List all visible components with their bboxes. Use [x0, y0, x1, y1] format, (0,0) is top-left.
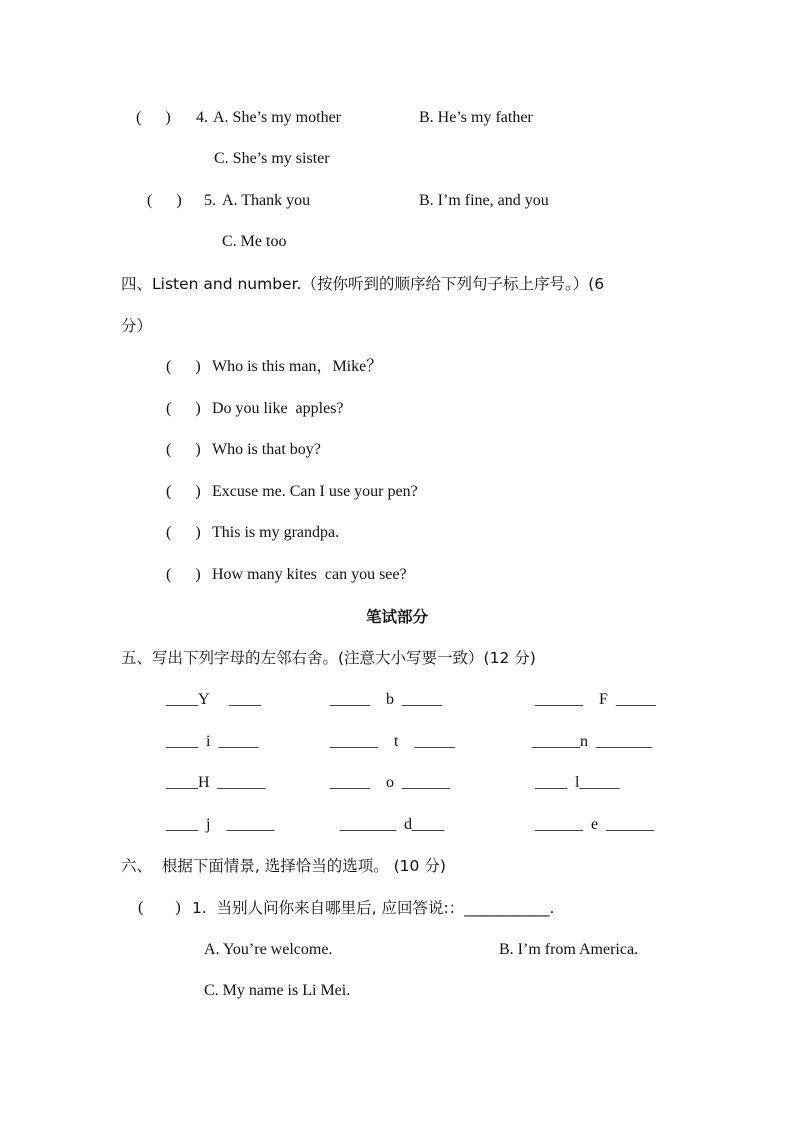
part4-heading-cont: 分）	[121, 317, 153, 335]
listen-item-bracket[interactable]: ( )	[166, 483, 201, 500]
letter-neighbors-blank[interactable]: _____ o ______	[330, 774, 450, 791]
letter-neighbors-blank[interactable]: ______ F _____	[535, 691, 656, 708]
part4-heading: 四、Listen and number.（按你听到的顺序给下列句子标上序号。）(6	[121, 275, 605, 293]
q4-answer-bracket[interactable]: ( )	[136, 109, 171, 126]
q5-option-a: A. Thank you	[222, 192, 311, 209]
letter-neighbors-blank[interactable]: ____ l_____	[535, 774, 620, 791]
listen-item-text: Do you like apples?	[212, 400, 344, 417]
q4-option-c: C. She’s my sister	[214, 150, 330, 167]
q4-option-b: B. He’s my father	[419, 109, 533, 126]
listen-item-bracket[interactable]: ( )	[166, 524, 201, 541]
letter-neighbors-blank[interactable]: ____ i _____	[166, 733, 259, 750]
letter-neighbors-blank[interactable]: _______ d____	[340, 816, 444, 833]
q1-option-a: A. You’re welcome.	[204, 941, 333, 958]
listen-item-bracket[interactable]: ( )	[166, 358, 201, 375]
q4-option-a: A. She’s my mother	[213, 109, 341, 126]
part6-heading: 六、 根据下面情景, 选择恰当的选项。 (10 分)	[121, 857, 446, 875]
q1-answer-bracket[interactable]: ( )	[138, 899, 181, 916]
letter-neighbors-blank[interactable]: ____Y ____	[166, 691, 261, 708]
listen-item-text: Excuse me. Can I use your pen?	[212, 483, 418, 500]
q5-option-b: B. I’m fine, and you	[419, 192, 549, 209]
listen-item-bracket[interactable]: ( )	[166, 400, 201, 417]
letter-neighbors-blank[interactable]: _____ b _____	[330, 691, 442, 708]
q4-number: 4.	[196, 109, 208, 126]
q5-number: 5.	[204, 192, 216, 209]
listen-item-text: This is my grandpa.	[212, 524, 340, 541]
q1-option-b: B. I’m from America.	[499, 941, 639, 958]
listen-item-text: Who is this man，Mike？	[212, 358, 383, 375]
listen-item-text: Who is that boy?	[212, 441, 321, 458]
written-section-title: 笔试部分	[365, 608, 428, 626]
listen-item-bracket[interactable]: ( )	[166, 566, 201, 583]
q5-answer-bracket[interactable]: ( )	[147, 192, 182, 209]
q5-option-c: C. Me too	[222, 233, 287, 250]
letter-neighbors-blank[interactable]: ____H ______	[166, 774, 266, 791]
listen-item-bracket[interactable]: ( )	[166, 441, 201, 458]
letter-neighbors-blank[interactable]: ______ t _____	[330, 733, 455, 750]
part5-heading: 五、写出下列字母的左邻右舍。(注意大小写要一致）(12 分)	[121, 649, 536, 667]
letter-neighbors-blank[interactable]: ______n _______	[532, 733, 652, 750]
q1-option-c: C. My name is Li Mei.	[204, 982, 351, 999]
q1-prompt: 1. 当别人问你来自哪里后, 应回答说:：___________.	[192, 899, 555, 917]
letter-neighbors-blank[interactable]: ____ j ______	[166, 816, 275, 833]
letter-neighbors-blank[interactable]: ______ e ______	[535, 816, 655, 833]
listen-item-text: How many kites can you see?	[212, 566, 407, 583]
